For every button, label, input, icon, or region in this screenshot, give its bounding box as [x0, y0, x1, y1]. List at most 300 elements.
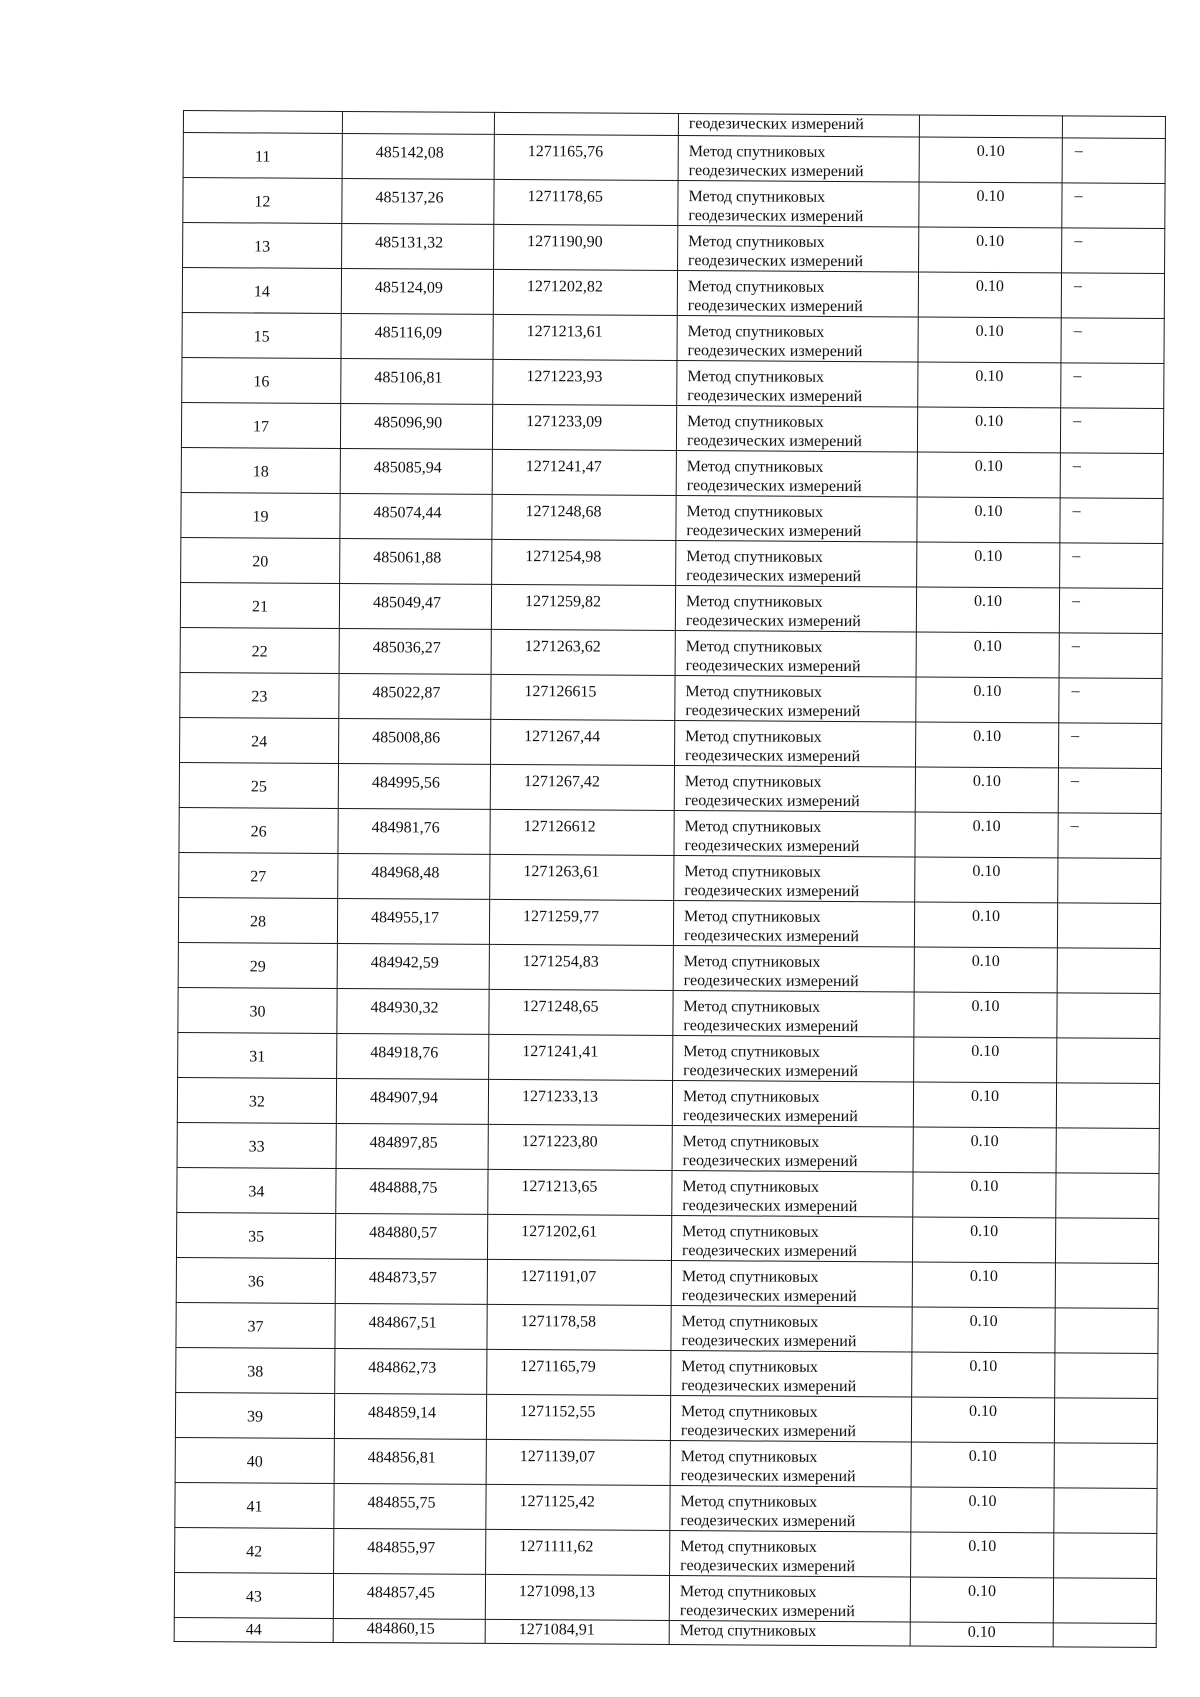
cell-y-coordinate: 1271165,76 [494, 134, 678, 180]
table-row [176, 1212, 1158, 1263]
table-row [175, 1527, 1157, 1578]
cell-note: – [1058, 723, 1161, 769]
cell-x-coordinate: 485036,27 [339, 628, 491, 674]
cell-x-coordinate: 485061,88 [340, 538, 492, 584]
cell-x-coordinate: 484856,81 [334, 1438, 486, 1484]
cell-note [1057, 948, 1160, 994]
coordinates-table [174, 110, 1166, 1648]
cell-point-number: 20 [181, 537, 340, 583]
cell-point-number: 33 [177, 1122, 336, 1168]
cell-accuracy: 0.10 [910, 1622, 1053, 1647]
method-text-line-2: геодезических измерений [685, 747, 861, 766]
cell-method [673, 946, 914, 992]
cell-accuracy: 0.10 [919, 227, 1062, 273]
cell-y-coordinate: 1271178,65 [494, 179, 678, 225]
cell-point-number: 43 [174, 1572, 333, 1618]
method-text-line-2: геодезических измерений [685, 657, 861, 676]
method-text-line-2: геодезических измерений [685, 702, 861, 721]
cell-y-coordinate: 1271084,91 [485, 1619, 669, 1644]
method-text-line-1: Метод спутниковых [687, 323, 825, 341]
cell-method [670, 1486, 911, 1532]
cell-x-coordinate: 484888,75 [336, 1168, 488, 1214]
cell-y-coordinate: 1271190,90 [494, 224, 678, 270]
cell-note: – [1062, 138, 1165, 184]
cell-note [1053, 1578, 1156, 1624]
cell-method [677, 316, 918, 362]
method-text-line-2: геодезических измерений [680, 1557, 856, 1576]
cell-y-coordinate: 1271241,41 [489, 1034, 673, 1080]
method-text-line-1: Метод спутниковых [679, 1583, 817, 1601]
cell-y-coordinate: 1271165,79 [487, 1349, 671, 1395]
cell-note: – [1060, 543, 1163, 589]
cell-y-coordinate: 1271259,82 [491, 584, 675, 630]
cell-x-coordinate: 485131,32 [342, 223, 494, 269]
cell-point-number: 12 [183, 178, 342, 224]
method-text-line-1: Метод спутниковых [686, 548, 823, 566]
cell-point-number: 36 [176, 1257, 335, 1303]
cell-method [672, 1126, 913, 1172]
table-row [181, 402, 1163, 453]
cell-y-coordinate: 1271254,83 [489, 944, 673, 990]
cell-y-coordinate: 1271267,44 [491, 719, 675, 765]
cell-note: – [1061, 363, 1164, 409]
cell-x-coordinate: 484873,57 [335, 1258, 487, 1304]
cell-y-coordinate: 1271241,47 [492, 449, 676, 495]
cell-method [671, 1351, 912, 1397]
cell-method [676, 496, 917, 542]
cell-method [672, 1171, 913, 1217]
cell-y-coordinate: 1271233,09 [492, 404, 676, 450]
cell-point-number: 21 [180, 582, 339, 628]
cell-y-coordinate: 1271233,13 [488, 1079, 672, 1125]
cell-note [1054, 1488, 1157, 1534]
table-row [176, 1302, 1158, 1353]
method-text-line-2: геодезических измерений [688, 207, 864, 226]
cell-method [669, 1620, 910, 1645]
cell-accuracy: 0.10 [912, 1262, 1055, 1308]
cell-x-coordinate: 484880,57 [335, 1213, 487, 1259]
cell-point-number: 39 [175, 1392, 334, 1438]
method-text-line-2: геодезических измерений [687, 297, 863, 316]
cell-accuracy: 0.10 [918, 362, 1061, 408]
cell-point-number: 42 [175, 1527, 334, 1573]
method-text-line-1: Метод спутниковых [685, 593, 823, 611]
table-row [174, 1572, 1156, 1623]
method-text-line-1: Метод спутниковых [686, 503, 824, 521]
cell-x-coordinate: 484860,15 [333, 1618, 485, 1643]
method-text-line-2: геодезических измерений [688, 252, 864, 271]
table-row [178, 987, 1160, 1038]
cell-note: – [1062, 228, 1165, 274]
cell-x-coordinate [342, 111, 494, 134]
table-row [175, 1437, 1157, 1488]
cell-note [1054, 1443, 1157, 1489]
cell-note [1055, 1353, 1158, 1399]
cell-x-coordinate: 485137,26 [342, 178, 494, 224]
table-row [179, 852, 1161, 903]
cell-method [677, 271, 918, 317]
method-text-line-1: Метод спутниковых [687, 413, 824, 431]
cell-note: – [1059, 678, 1162, 724]
cell-x-coordinate: 484995,56 [338, 763, 490, 809]
table-row [180, 672, 1162, 723]
cell-note [1058, 858, 1161, 904]
table-row [183, 133, 1165, 184]
cell-x-coordinate: 484930,32 [337, 988, 489, 1034]
table-row [182, 268, 1164, 319]
coordinates-table-body [174, 111, 1165, 1648]
method-text-line-2: геодезических измерений [682, 1152, 858, 1171]
method-text-line-2: геодезических измерений [686, 477, 862, 496]
method-text-line-2: геодезических измерений [681, 1287, 857, 1306]
cell-note [1057, 903, 1160, 949]
cell-accuracy: 0.10 [917, 452, 1060, 498]
cell-note: – [1061, 318, 1164, 364]
method-text-line-2: геодезических измерений [684, 882, 860, 901]
cell-y-coordinate: 1271191,07 [487, 1259, 671, 1305]
cell-point-number: 17 [181, 402, 340, 448]
cell-method [678, 226, 919, 272]
cell-method [671, 1216, 912, 1262]
cell-note: – [1059, 588, 1162, 634]
cell-method [678, 114, 919, 137]
cell-accuracy: 0.10 [914, 1037, 1057, 1083]
method-text-line-2: геодезических измерений [681, 1242, 858, 1261]
cell-x-coordinate: 484918,76 [337, 1033, 489, 1079]
cell-method [675, 586, 916, 632]
cell-x-coordinate: 485116,09 [341, 313, 493, 359]
method-text-line-1: Метод спутниковых [688, 143, 826, 161]
method-text-line-1: Метод спутниковых [685, 638, 823, 656]
method-text-line-1: Метод спутниковых [688, 233, 825, 251]
cell-note: – [1060, 453, 1163, 499]
cell-point-number: 25 [179, 762, 338, 808]
cell-note: – [1060, 408, 1163, 454]
table-row [180, 627, 1162, 678]
method-text-line-1: Метод спутниковых [685, 728, 822, 746]
cell-y-coordinate: 1271263,61 [490, 854, 674, 900]
method-text-line-2: геодезических измерений [680, 1422, 856, 1441]
cell-y-coordinate: 1271125,42 [486, 1484, 670, 1530]
cell-x-coordinate: 485022,87 [339, 673, 491, 719]
cell-y-coordinate: 1271178,58 [487, 1304, 671, 1350]
cell-note [1054, 1533, 1157, 1579]
cell-note [1056, 1083, 1159, 1129]
method-text-line-1: Метод спутниковых [684, 773, 822, 791]
method-text-line-2: геодезических измерений [685, 612, 861, 631]
cell-note: – [1062, 183, 1165, 229]
cell-point-number: 32 [177, 1077, 336, 1123]
cell-y-coordinate: 1271223,93 [493, 359, 677, 405]
cell-method [670, 1531, 911, 1577]
cell-note: – [1058, 768, 1161, 814]
table-row [176, 1257, 1158, 1308]
cell-x-coordinate: 485085,94 [340, 448, 492, 494]
cell-point-number: 29 [178, 942, 337, 988]
cell-x-coordinate: 484981,76 [338, 808, 490, 854]
method-text-line-1: Метод спутниковых [679, 1622, 817, 1640]
method-text-line-1: Метод спутниковых [680, 1538, 817, 1556]
table-row [182, 357, 1164, 408]
cell-accuracy: 0.10 [918, 317, 1061, 363]
cell-method [673, 901, 914, 947]
table-row [175, 1392, 1157, 1443]
cell-method [674, 856, 915, 902]
cell-point-number: 30 [178, 987, 337, 1033]
cell-accuracy: 0.10 [917, 407, 1060, 453]
table-row [177, 1122, 1159, 1173]
cell-y-coordinate: 1271111,62 [486, 1529, 670, 1575]
table-row [180, 717, 1162, 768]
cell-accuracy: 0.10 [911, 1442, 1054, 1488]
cell-point-number: 22 [180, 627, 339, 673]
cell-accuracy [919, 115, 1062, 138]
cell-x-coordinate: 485074,44 [340, 493, 492, 539]
table-row [178, 897, 1160, 948]
cell-y-coordinate: 1271263,62 [491, 629, 675, 675]
cell-method [673, 1036, 914, 1082]
method-text-line-1: Метод спутниковых [683, 1043, 820, 1061]
method-text-line-2: геодезических измерений [686, 567, 862, 586]
method-text-line-1: Метод спутниковых [682, 1178, 820, 1196]
table-row [177, 1167, 1159, 1218]
cell-x-coordinate: 484859,14 [334, 1393, 486, 1439]
cell-accuracy: 0.10 [912, 1217, 1055, 1263]
method-text-line-1: Метод спутниковых [682, 1133, 820, 1151]
cell-method [676, 541, 917, 587]
method-text-line-2: геодезических измерений [686, 522, 862, 541]
method-text-line-1: Метод спутниковых [687, 278, 825, 296]
cell-note: – [1058, 813, 1161, 859]
method-text-line-1: Метод спутниковых [686, 458, 824, 476]
cell-y-coordinate: 1271202,61 [487, 1214, 671, 1260]
cell-method [675, 676, 916, 722]
cell-method [673, 991, 914, 1037]
method-text-line-1: Метод спутниковых [681, 1358, 819, 1376]
method-text-line-2: геодезических измерений [683, 972, 859, 991]
table-row [175, 1482, 1157, 1533]
cell-note [1056, 1128, 1159, 1174]
cell-accuracy: 0.10 [915, 767, 1058, 813]
cell-accuracy: 0.10 [914, 947, 1057, 993]
cell-point-number: 24 [180, 717, 339, 763]
method-text-line-1: Метод спутниковых [681, 1313, 819, 1331]
cell-accuracy: 0.10 [914, 992, 1057, 1038]
cell-point-number: 18 [181, 447, 340, 493]
cell-x-coordinate: 484907,94 [336, 1078, 488, 1124]
cell-x-coordinate: 485096,90 [340, 403, 492, 449]
cell-x-coordinate: 484855,97 [334, 1528, 486, 1574]
cell-point-number: 40 [175, 1437, 334, 1483]
cell-x-coordinate: 485142,08 [342, 133, 494, 179]
cell-point-number: 14 [182, 268, 341, 314]
cell-note [1056, 1173, 1159, 1219]
cell-note [1055, 1263, 1158, 1309]
method-text-line-2: геодезических измерений [682, 1107, 858, 1126]
method-text-line-2: геодезических измерений [682, 1197, 858, 1216]
method-text-line-1: Метод спутниковых [681, 1403, 818, 1421]
cell-point-number: 31 [178, 1032, 337, 1078]
table-row [177, 1077, 1159, 1128]
cell-x-coordinate: 485124,09 [341, 268, 493, 314]
method-text-line-1: Метод спутниковых [684, 908, 821, 926]
method-text-line-1: Метод спутниковых [685, 683, 823, 701]
method-text-line-1: Метод спутниковых [688, 188, 826, 206]
cell-method [671, 1306, 912, 1352]
cell-x-coordinate: 484897,85 [336, 1123, 488, 1169]
method-text-line-2: геодезических измерений [681, 1332, 857, 1351]
cell-point-number: 34 [177, 1167, 336, 1213]
cell-method [670, 1396, 911, 1442]
cell-note [1057, 993, 1160, 1039]
table-row [183, 178, 1165, 229]
cell-y-coordinate: 1271223,80 [488, 1124, 672, 1170]
cell-x-coordinate: 484867,51 [335, 1303, 487, 1349]
cell-accuracy: 0.10 [911, 1487, 1054, 1533]
cell-method [671, 1261, 912, 1307]
scanned-page [174, 110, 1166, 1648]
table-row [174, 1617, 1156, 1647]
cell-x-coordinate: 484968,48 [338, 853, 490, 899]
method-text-line-2: геодезических измерений [687, 342, 863, 361]
table-row [179, 762, 1161, 813]
cell-x-coordinate: 484855,75 [334, 1483, 486, 1529]
method-text-line-1: Метод спутниковых [680, 1493, 818, 1511]
cell-point-number: 41 [175, 1482, 334, 1528]
cell-method [675, 721, 916, 767]
cell-point-number: 15 [182, 312, 341, 358]
cell-point-number: 35 [176, 1212, 335, 1258]
cell-accuracy: 0.10 [913, 1127, 1056, 1173]
cell-point-number: 44 [174, 1617, 333, 1642]
cell-y-coordinate: 1271267,42 [490, 764, 674, 810]
cell-y-coordinate: 1271139,07 [486, 1439, 670, 1485]
cell-accuracy: 0.10 [910, 1577, 1053, 1623]
cell-method [672, 1081, 913, 1127]
cell-note [1053, 1623, 1156, 1648]
table-row [182, 312, 1164, 363]
cell-method [669, 1575, 910, 1621]
cell-accuracy: 0.10 [916, 587, 1059, 633]
method-text-line-2: геодезических измерений [680, 1512, 856, 1531]
cell-y-coordinate: 127126615 [491, 674, 675, 720]
method-text-line-1: Метод спутниковых [687, 368, 825, 386]
cell-note: – [1059, 633, 1162, 679]
cell-y-coordinate: 1271254,98 [492, 539, 676, 585]
cell-y-coordinate: 1271213,65 [488, 1169, 672, 1215]
cell-x-coordinate: 484942,59 [337, 943, 489, 989]
cell-note [1054, 1398, 1157, 1444]
cell-point-number: 11 [183, 133, 342, 179]
cell-y-coordinate: 1271152,55 [486, 1394, 670, 1440]
cell-note: – [1060, 498, 1163, 544]
cell-accuracy: 0.10 [912, 1352, 1055, 1398]
cell-method [674, 766, 915, 812]
method-text-line-2: геодезических измерений [683, 927, 859, 946]
table-row [176, 1347, 1158, 1398]
cell-y-coordinate [494, 112, 678, 135]
cell-x-coordinate: 484857,45 [333, 1573, 485, 1619]
cell-method [675, 631, 916, 677]
method-text-line-1: Метод спутниковых [682, 1088, 820, 1106]
method-text-line-2: геодезических измерений [684, 792, 860, 811]
table-row [178, 1032, 1160, 1083]
cell-method [677, 361, 918, 407]
cell-y-coordinate: 1271259,77 [489, 899, 673, 945]
method-text-line-2: геодезических измерений [687, 387, 863, 406]
cell-accuracy: 0.10 [914, 902, 1057, 948]
method-text-line-2: геодезических измерений [688, 162, 864, 181]
cell-x-coordinate: 485008,86 [339, 718, 491, 764]
cell-x-coordinate: 484862,73 [335, 1348, 487, 1394]
cell-y-coordinate: 127126612 [490, 809, 674, 855]
cell-accuracy: 0.10 [919, 182, 1062, 228]
cell-method [676, 406, 917, 452]
table-row [178, 942, 1160, 993]
method-text-line-1: Метод спутниковых [682, 1223, 819, 1241]
cell-accuracy: 0.10 [916, 722, 1059, 768]
method-text-line-2: геодезических измерений [680, 1467, 856, 1486]
cell-accuracy: 0.10 [912, 1307, 1055, 1353]
cell-accuracy: 0.10 [919, 137, 1062, 183]
cell-accuracy: 0.10 [911, 1397, 1054, 1443]
method-text-line-2: геодезических измерений [686, 432, 863, 451]
cell-x-coordinate: 484955,17 [337, 898, 489, 944]
table-row [180, 582, 1162, 633]
cell-accuracy: 0.10 [915, 857, 1058, 903]
method-text-line-1: Метод спутниковых [684, 818, 822, 836]
cell-method [670, 1441, 911, 1487]
cell-note [1055, 1308, 1158, 1354]
cell-y-coordinate: 1271213,61 [493, 314, 677, 360]
method-text-line-1: Метод спутниковых [683, 953, 821, 971]
cell-y-coordinate: 1271098,13 [485, 1574, 669, 1620]
cell-point-number [183, 111, 342, 134]
cell-method [678, 136, 919, 182]
cell-point-number: 38 [176, 1347, 335, 1393]
table-row [181, 537, 1163, 588]
cell-point-number: 23 [180, 672, 339, 718]
cell-method [678, 181, 919, 227]
cell-y-coordinate: 1271248,68 [492, 494, 676, 540]
cell-method [676, 451, 917, 497]
cell-y-coordinate: 1271248,65 [489, 989, 673, 1035]
method-text-line-1: Метод спутниковых [681, 1268, 819, 1286]
table-row [181, 492, 1163, 543]
cell-point-number: 37 [176, 1302, 335, 1348]
method-text-line-1: Метод спутниковых [683, 998, 821, 1016]
method-text-continuation: геодезических измерений [688, 115, 864, 134]
cell-y-coordinate: 1271202,82 [493, 269, 677, 315]
cell-point-number: 13 [183, 223, 342, 269]
cell-point-number: 19 [181, 492, 340, 538]
cell-accuracy: 0.10 [913, 1082, 1056, 1128]
cell-point-number: 26 [179, 807, 338, 853]
method-text-line-1: Метод спутниковых [684, 863, 822, 881]
cell-point-number: 27 [179, 852, 338, 898]
cell-accuracy: 0.10 [915, 812, 1058, 858]
cell-x-coordinate: 485106,81 [341, 358, 493, 404]
cell-accuracy: 0.10 [913, 1172, 1056, 1218]
cell-accuracy: 0.10 [916, 677, 1059, 723]
cell-point-number: 16 [182, 357, 341, 403]
method-text-line-2: геодезических измерений [681, 1377, 857, 1396]
method-text-line-2: геодезических измерений [684, 837, 860, 856]
cell-note [1055, 1218, 1158, 1264]
cell-accuracy: 0.10 [911, 1532, 1054, 1578]
cell-note [1062, 116, 1165, 139]
cell-note: – [1061, 273, 1164, 319]
